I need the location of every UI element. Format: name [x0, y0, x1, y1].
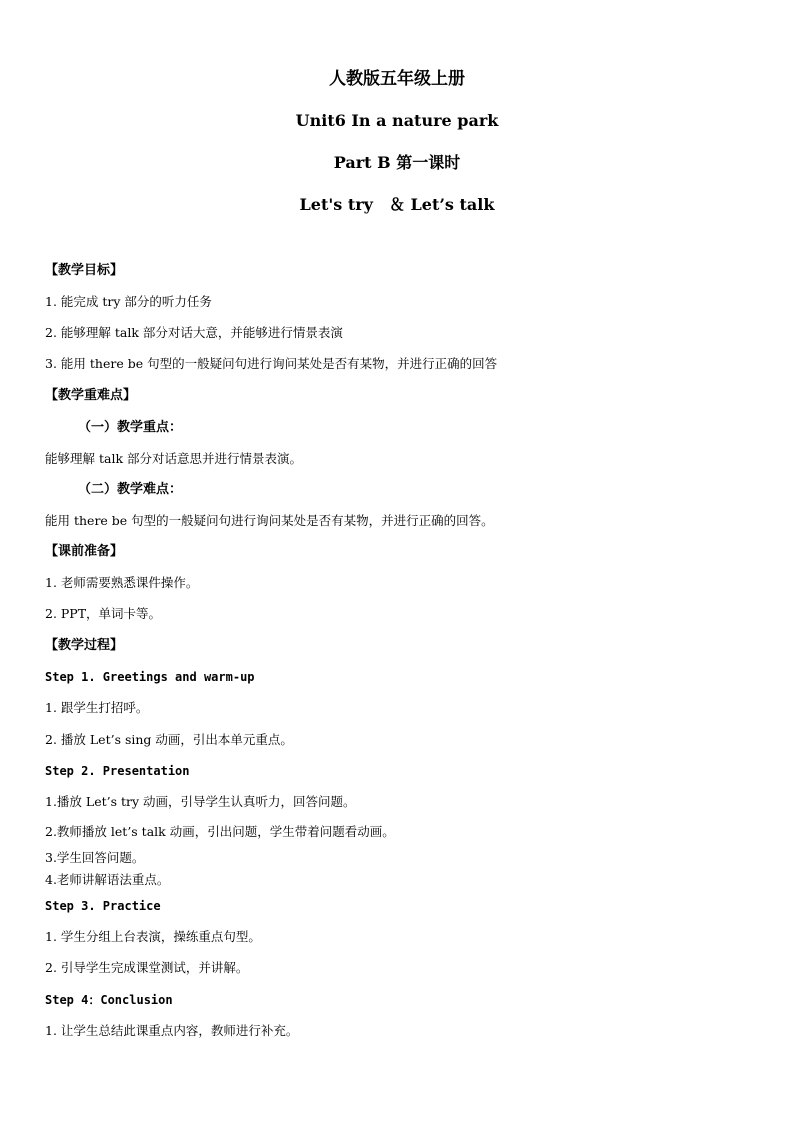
process-heading: 【教学过程】 — [45, 638, 124, 653]
difficulty-label: （二）教学难点： — [78, 482, 183, 497]
document-title: 人教版五年级上册 — [329, 69, 465, 89]
objective-item: 1. 能完成 try 部分的听力任务 — [45, 294, 212, 309]
step-item: 4.老师讲解语法重点。 — [45, 872, 170, 887]
objective-item: 2. 能够理解 talk 部分对话大意，并能够进行情景表演 — [45, 325, 343, 340]
step-item: 3.学生回答问题。 — [45, 850, 145, 865]
step-item: 1. 让学生总结此课重点内容，教师进行补充。 — [45, 1023, 299, 1038]
step-item: 1. 跟学生打招呼。 — [45, 700, 149, 715]
part-title: Part B 第一课时 — [333, 153, 461, 172]
objective-item: 3. 能用 there be 句型的一般疑问句进行询问某处是否有某物，并进行正确的回答 — [45, 356, 498, 371]
focus-label: （一）教学重点： — [78, 420, 183, 435]
step-title: Step 3. Practice — [45, 899, 161, 913]
step-title: Step 2. Presentation — [45, 764, 190, 778]
step-item: 2. 播放 Let’s sing 动画，引出本单元重点。 — [45, 732, 293, 747]
focus-text: 能够理解 talk 部分对话意思并进行情景表演。 — [45, 451, 302, 466]
step-item: 2.教师播放 let’s talk 动画，引出问题，学生带着问题看动画。 — [45, 824, 395, 839]
preparation-heading: 【课前准备】 — [45, 544, 124, 559]
step-item: 1.播放 Let’s try 动画，引导学生认真听力，回答问题。 — [45, 794, 356, 809]
preparation-item: 2. PPT，单词卡等。 — [45, 606, 162, 621]
key-points-heading: 【教学重难点】 — [45, 388, 137, 403]
preparation-item: 1. 老师需要熟悉课件操作。 — [45, 575, 199, 590]
step-title: Step 1. Greetings and warm-up — [45, 670, 255, 684]
unit-title: Unit6 In a nature park — [295, 111, 499, 130]
difficulty-text: 能用 there be 句型的一般疑问句进行询问某处是否有某物，并进行正确的回答。 — [45, 513, 494, 528]
step-title: Step 4：Conclusion — [45, 993, 173, 1007]
step-item: 2. 引导学生完成课堂测试，并讲解。 — [45, 960, 249, 975]
objectives-heading: 【教学目标】 — [45, 263, 124, 278]
lesson-title: Let's try ＆ Let’s talk — [299, 195, 495, 214]
step-item: 1. 学生分组上台表演，操练重点句型。 — [45, 929, 261, 944]
